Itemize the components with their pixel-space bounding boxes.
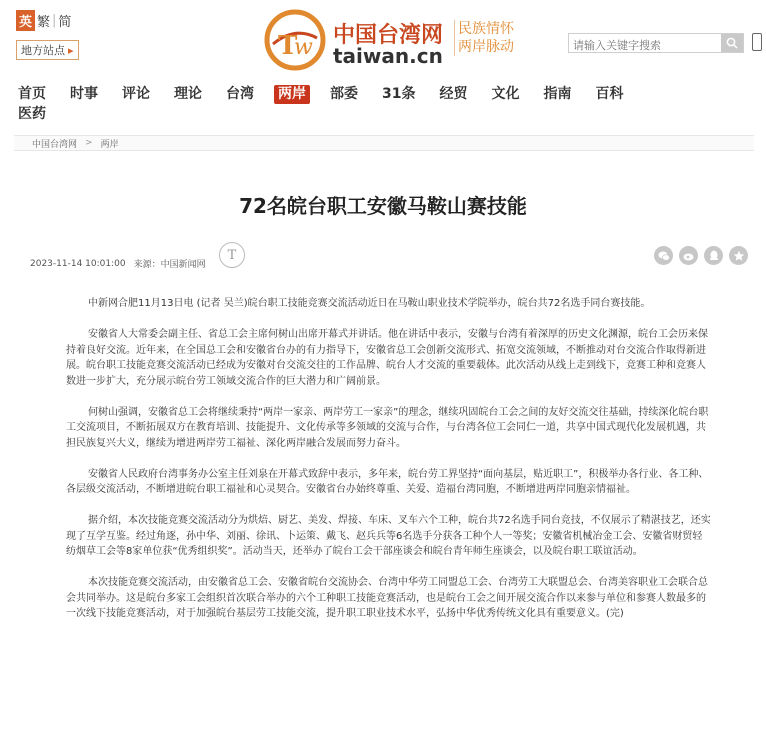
- chevron-right-icon: >: [85, 138, 93, 148]
- site-logo[interactable]: [263, 8, 533, 74]
- nav-item-cross-strait[interactable]: 两岸: [274, 85, 310, 104]
- article-body: [66, 296, 712, 622]
- slogan-line-2: 两岸脉动: [458, 39, 514, 55]
- article-paragraph: 中新网合肥11月13日电 (记者 吴兰)皖台职工技能竞赛交流活动近日在马鞍山职业技术学院举办，皖台共72名选手同台赛技能。: [88, 298, 651, 309]
- search-box: [568, 33, 744, 53]
- local-site-dropdown[interactable]: [16, 40, 79, 60]
- search-icon: [726, 37, 738, 49]
- article-title: 72名皖台职工安徽马鞍山赛技能: [239, 194, 527, 218]
- arrow-right-icon: ▸: [68, 44, 74, 57]
- nav-item-ministries[interactable]: 部委: [330, 85, 358, 102]
- article-paragraph: 本次技能竞赛交流活动，由安徽省总工会、安徽省皖台交流协会、台湾中华劳工同盟总工会、台湾劳工大联盟总会、台湾美容职业工会联合总会共同举办。这是皖台多家工会组织首次联合举办的六个工种职工技能竞赛活动，也是皖台工会之间开展交流合作以来参与单位和参赛人数最多的一次线下技能竞赛活动，对于加强皖台基层劳工技能交流，提升职工职业技术水平，弘扬中华优秀传统文化具有重要意义。(完): [66, 577, 708, 619]
- article-paragraph: 据介绍，本次技能竞赛交流活动分为烘焙、厨艺、美发、焊接、车床、叉车六个工种，皖台共72名选手同台竞技，不仅展示了精湛技艺，还实现了互学互鉴。经过角逐，孙中华、刘丽、徐讯、卜运策、戴飞、赵兵兵等6名选手分获各工种个人一等奖；安徽省机械冶金工会、安徽省财贸轻纺烟草工会等8家单位获“优秀组织奖”。活动当天，还举办了皖台工会干部座谈会和皖台青年师生座谈会，以及皖台职工联谊活动。: [66, 515, 711, 557]
- local-site-label: 地方站点: [21, 44, 65, 57]
- font-size-toggle-icon[interactable]: T: [219, 242, 245, 268]
- nav-row-2: [14, 104, 754, 124]
- lang-simplified-link[interactable]: 简: [58, 15, 72, 30]
- search-input[interactable]: [569, 37, 721, 55]
- nav-row-1: [14, 84, 754, 104]
- nav-item-31-measures[interactable]: 31条: [382, 85, 416, 102]
- nav-item-taiwan[interactable]: 台湾: [226, 85, 254, 102]
- qq-icon: [709, 250, 719, 262]
- nav-item-culture[interactable]: 文化: [491, 85, 520, 102]
- nav-item-encyclopedia[interactable]: 百科: [595, 85, 624, 102]
- search-button[interactable]: [721, 34, 743, 52]
- logo-english-text: taiwan.cn: [333, 44, 443, 68]
- breadcrumb-section-link[interactable]: 两岸: [100, 139, 119, 150]
- site-header: [0, 0, 766, 78]
- share-weibo-button[interactable]: [679, 246, 698, 265]
- nav-item-economy[interactable]: 经贸: [439, 85, 468, 102]
- logo-chinese-text: 中国台湾网: [333, 23, 444, 48]
- nav-item-theory[interactable]: 理论: [174, 85, 202, 102]
- logo-emblem-icon: [263, 8, 327, 72]
- share-qq-button[interactable]: [704, 246, 723, 265]
- article-meta: [30, 257, 214, 270]
- share-wechat-button[interactable]: [654, 246, 673, 265]
- article-paragraph: 何树山强调，安徽省总工会将继续秉持“两岸一家亲、两岸劳工一家亲”的理念，继续巩固皖台工会之间的友好交流交往基础，持续深化皖台职工交流项目，不断拓展双方在教育培训、技能提升、文化传承等多领域的交流与合作，与台湾各位工会同仁一道，共享中国式现代化发展机遇，共担民族复兴大义，继续为增进两岸劳工福祉、深化两岸融合发展而努力奋斗。: [66, 406, 709, 449]
- star-icon: [733, 250, 745, 262]
- article-source: 来源：中国新闻网: [133, 260, 206, 270]
- weibo-icon: [683, 251, 695, 261]
- share-bar: [648, 246, 748, 265]
- language-switcher: [16, 10, 73, 31]
- nav-item-news[interactable]: 时事: [70, 85, 98, 102]
- article-paragraph: 安徽省人民政府台湾事务办公室主任刘泉在开幕式致辞中表示，多年来，皖台劳工界坚持“面向基层，贴近职工”，积极举办各行业、各工种、各层级交流活动，不断增进皖台职工福祉和心灵契合。安徽省台办始终尊重、关爱、造福台湾同胞，不断增进两岸同胞亲情福祉。: [66, 468, 709, 495]
- article-paragraph: 安徽省人大常委会副主任、省总工会主席何树山出席开幕式并讲话。他在讲话中表示，安徽与台湾有着深厚的历史文化渊源，皖台工会历来保持着良好交流。近年来，在全国总工会和安徽省台办的有力指导下，安徽省总工会创新交流形式、拓宽交流领域，不断推动对台交流合作取得新进展。皖台职工技能竞赛交流活动已经成为安徽对台交流交往的工作品牌、皖台人才交流的重要载体。此次活动从线上走到线下，竞赛工种和竞赛人数进一步扩大，充分展示皖台劳工领域交流合作的巨大潜力和广阔前景。: [66, 329, 708, 387]
- nav-item-medicine[interactable]: 医药: [18, 105, 46, 122]
- mobile-phone-icon[interactable]: [752, 33, 762, 51]
- svg-text:w: w: [294, 35, 313, 60]
- breadcrumb: [14, 135, 754, 151]
- lang-english-link[interactable]: 英: [16, 10, 35, 31]
- lang-traditional-link[interactable]: 繁: [37, 15, 51, 30]
- main-nav: [14, 84, 754, 124]
- lang-separator: |: [52, 13, 57, 28]
- breadcrumb-home-link[interactable]: 中国台湾网: [32, 139, 78, 150]
- wechat-icon: [658, 251, 670, 261]
- nav-item-commentary[interactable]: 评论: [122, 85, 150, 102]
- nav-item-guide[interactable]: 指南: [543, 85, 572, 102]
- slogan-line-1: 民族情怀: [458, 21, 514, 37]
- share-qzone-button[interactable]: [729, 246, 748, 265]
- site-slogan: [454, 20, 514, 56]
- article-datetime: 2023-11-14 10:01:00: [30, 258, 126, 269]
- nav-item-home[interactable]: 首页: [18, 85, 46, 102]
- svg-text:T: T: [278, 31, 298, 61]
